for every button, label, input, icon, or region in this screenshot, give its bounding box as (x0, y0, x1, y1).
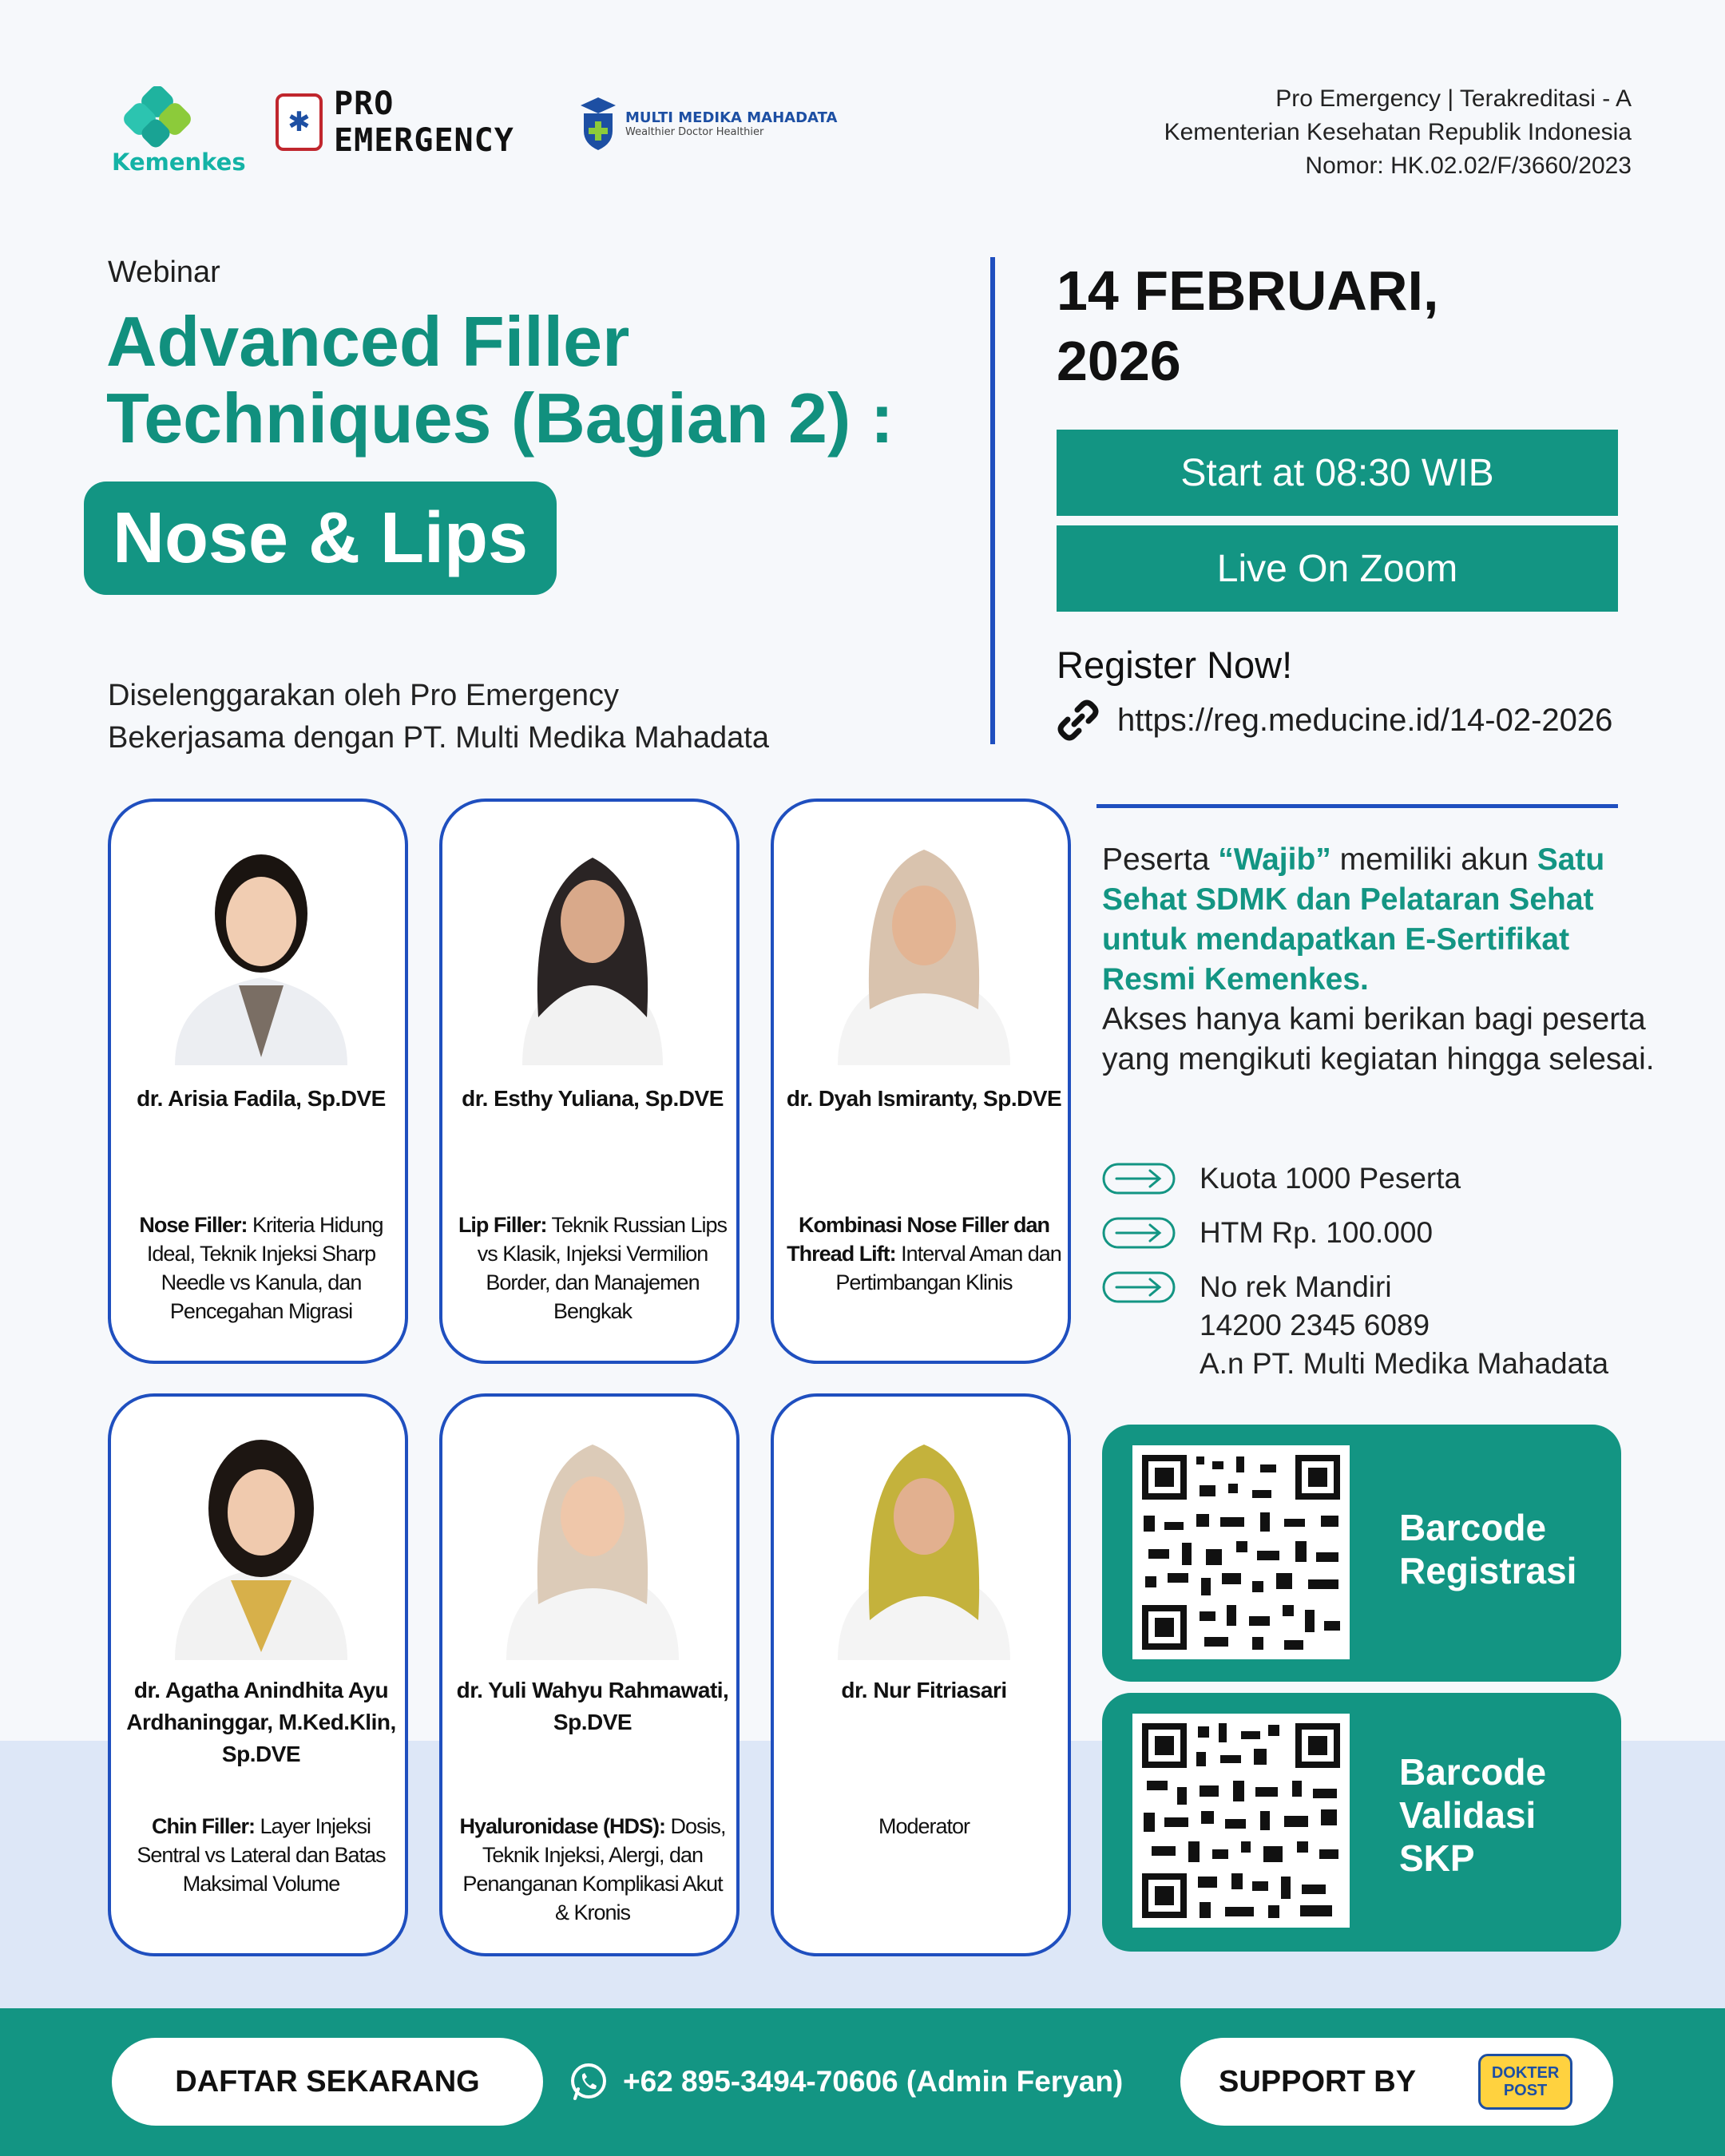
speaker-role: Moderator (878, 1814, 970, 1838)
validation-barcode-card (1102, 1693, 1621, 1952)
topic-text: Dosis, Teknik Injeksi, Alergi, dan Penanganan Komplikasi Akut & Kronis (462, 1814, 726, 1924)
vertical-divider (990, 257, 995, 744)
register-now-button[interactable]: DAFTAR SEKARANG (112, 2038, 543, 2126)
accreditation-line: Nomor: HK.02.02/F/3660/2023 (1305, 153, 1632, 179)
whatsapp-number[interactable]: +62 895-3494-70606 (Admin Feryan) (623, 2065, 1124, 2098)
speaker-name: dr. Dyah Ismiranty, Sp.DVE (786, 1086, 1062, 1111)
support-by-badge (1180, 2038, 1613, 2126)
validation-barcode-label: Barcode Validasi SKP (1399, 1751, 1547, 1879)
event-kind: Webinar (108, 256, 220, 289)
pro-emergency-logo (276, 85, 563, 159)
platform-box: Live On Zoom (1057, 525, 1618, 612)
link-icon (1057, 699, 1100, 742)
topic-heading: Hyaluronidase (HDS): (459, 1814, 665, 1838)
speaker-topic (454, 1211, 732, 1326)
start-time-box: Start at 08:30 WIB (1057, 430, 1618, 516)
req-text: memiliki akun (1330, 842, 1537, 877)
multi-medika-logo (579, 92, 843, 156)
registration-barcode-card (1102, 1425, 1621, 1682)
speaker-card (771, 799, 1071, 1364)
topic-heading: Lip Filler: (458, 1213, 547, 1237)
arrow-right-icon (1102, 1214, 1176, 1252)
event-subtitle: Nose & Lips (84, 482, 557, 595)
title-line: Techniques (Bagian 2) : (106, 378, 894, 458)
speaker-topic (785, 1211, 1063, 1297)
register-label: Register Now! (1057, 644, 1293, 686)
quota-item (1102, 1159, 1461, 1198)
bank-item (1102, 1268, 1608, 1383)
kemenkes-label: Kemenkes (112, 149, 246, 176)
requirements-text (1102, 840, 1661, 1080)
mmm-tagline: Wealthier Doctor Healthier (625, 126, 764, 138)
quota-text: Kuota 1000 Peserta (1200, 1162, 1461, 1195)
date-line: 2026 (1057, 330, 1181, 392)
dokter-post-logo: DOKTER POST (1478, 2054, 1572, 2110)
req-highlight: “Wajib” (1218, 842, 1331, 877)
qr-code-icon[interactable] (1132, 1714, 1350, 1928)
speaker-card (108, 799, 408, 1364)
whatsapp-contact[interactable] (569, 2062, 1123, 2102)
speaker-topic (122, 1812, 400, 1898)
price-item (1102, 1214, 1433, 1252)
speaker-name: dr. Arisia Fadila, Sp.DVE (137, 1086, 386, 1111)
speaker-name: dr. Yuli Wahyu Rahmawati, Sp.DVE (456, 1678, 729, 1734)
bank-text: No rek Mandiri (1200, 1270, 1392, 1303)
bank-account-number: 14200 2345 6089 (1200, 1309, 1430, 1342)
title-line: Advanced Filler (106, 302, 630, 381)
register-link[interactable] (1057, 699, 1612, 742)
date-line: 14 FEBRUARI, (1057, 260, 1439, 322)
whatsapp-icon (569, 2062, 609, 2102)
qr-code-icon[interactable] (1132, 1445, 1350, 1659)
speaker-photo (806, 1421, 1042, 1660)
organizer-line: Diselenggarakan oleh Pro Emergency (108, 679, 620, 712)
accreditation-line: Pro Emergency | Terakreditasi - A (1275, 85, 1632, 112)
organizer-text (108, 675, 769, 759)
speaker-photo (474, 1421, 711, 1660)
support-by-label: SUPPORT BY (1219, 2064, 1417, 2099)
req-text: Akses hanya kami berikan bagi peserta yang mengikuti kegiatan hingga selesai. (1102, 1002, 1655, 1076)
mmm-title: MULTI MEDIKA MAHADATA (625, 109, 838, 126)
arrow-right-icon (1102, 1159, 1176, 1198)
speaker-card (439, 799, 740, 1364)
register-url[interactable]: https://reg.meducine.id/14-02-2026 (1117, 702, 1613, 738)
price-text: HTM Rp. 100.000 (1200, 1216, 1434, 1249)
bank-account-name: A.n PT. Multi Medika Mahadata (1200, 1347, 1609, 1380)
event-date (1057, 256, 1438, 396)
graduation-shield-icon (579, 96, 617, 152)
organizer-line: Bekerjasama dengan PT. Multi Medika Mahadata (108, 721, 770, 755)
speaker-name: dr. Nur Fitriasari (841, 1678, 1007, 1702)
topic-heading: Kombinasi Nose Filler dan Thread Lift: (787, 1213, 1050, 1266)
speaker-photo (143, 826, 379, 1065)
speaker-photo (143, 1421, 379, 1660)
topic-heading: Nose Filler: (139, 1213, 248, 1237)
topic-text: Interval Aman dan Pertimbangan Klinis (835, 1242, 1061, 1294)
accreditation-line: Kementerian Kesehatan Republik Indonesia (1164, 119, 1632, 145)
speaker-topic (454, 1812, 732, 1927)
speaker-name: dr. Agatha Anindhita Ayu Ardhaninggar, M.Ked.Klin, Sp.DVE (126, 1678, 396, 1766)
speaker-card (439, 1393, 740, 1956)
event-title (106, 303, 969, 457)
speaker-photo (806, 826, 1042, 1065)
arrow-right-icon (1102, 1268, 1176, 1306)
horizontal-divider (1096, 804, 1618, 808)
topic-text: Teknik Russian Lips vs Klasik, Injeksi Vermilion Border, dan Manajemen Bengkak (477, 1213, 728, 1323)
req-text: Peserta (1102, 842, 1219, 877)
accreditation-block (1164, 82, 1632, 183)
topic-text: Layer Injeksi Sentral vs Lateral dan Batas Maksimal Volume (137, 1814, 386, 1896)
registration-barcode-label: Barcode Registrasi (1399, 1507, 1577, 1591)
speaker-name: dr. Esthy Yuliana, Sp.DVE (462, 1086, 724, 1111)
star-of-life-icon: ✱ (276, 93, 323, 151)
speaker-photo (474, 826, 711, 1065)
pro-emergency-label: PRO EMERGENCY (334, 85, 514, 159)
topic-heading: Chin Filler: (151, 1814, 255, 1838)
req-highlight: Satu Sehat SDMK dan Pelataran Sehat untuk mendapatkan E-Sertifikat Resmi Kemenkes. (1102, 842, 1605, 997)
speaker-card (771, 1393, 1071, 1956)
speaker-topic (122, 1211, 400, 1326)
topic-text: Kriteria Hidung Ideal, Teknik Injeksi Sharp Needle vs Kanula, dan Pencegahan Migrasi (146, 1213, 383, 1323)
speaker-card (108, 1393, 408, 1956)
